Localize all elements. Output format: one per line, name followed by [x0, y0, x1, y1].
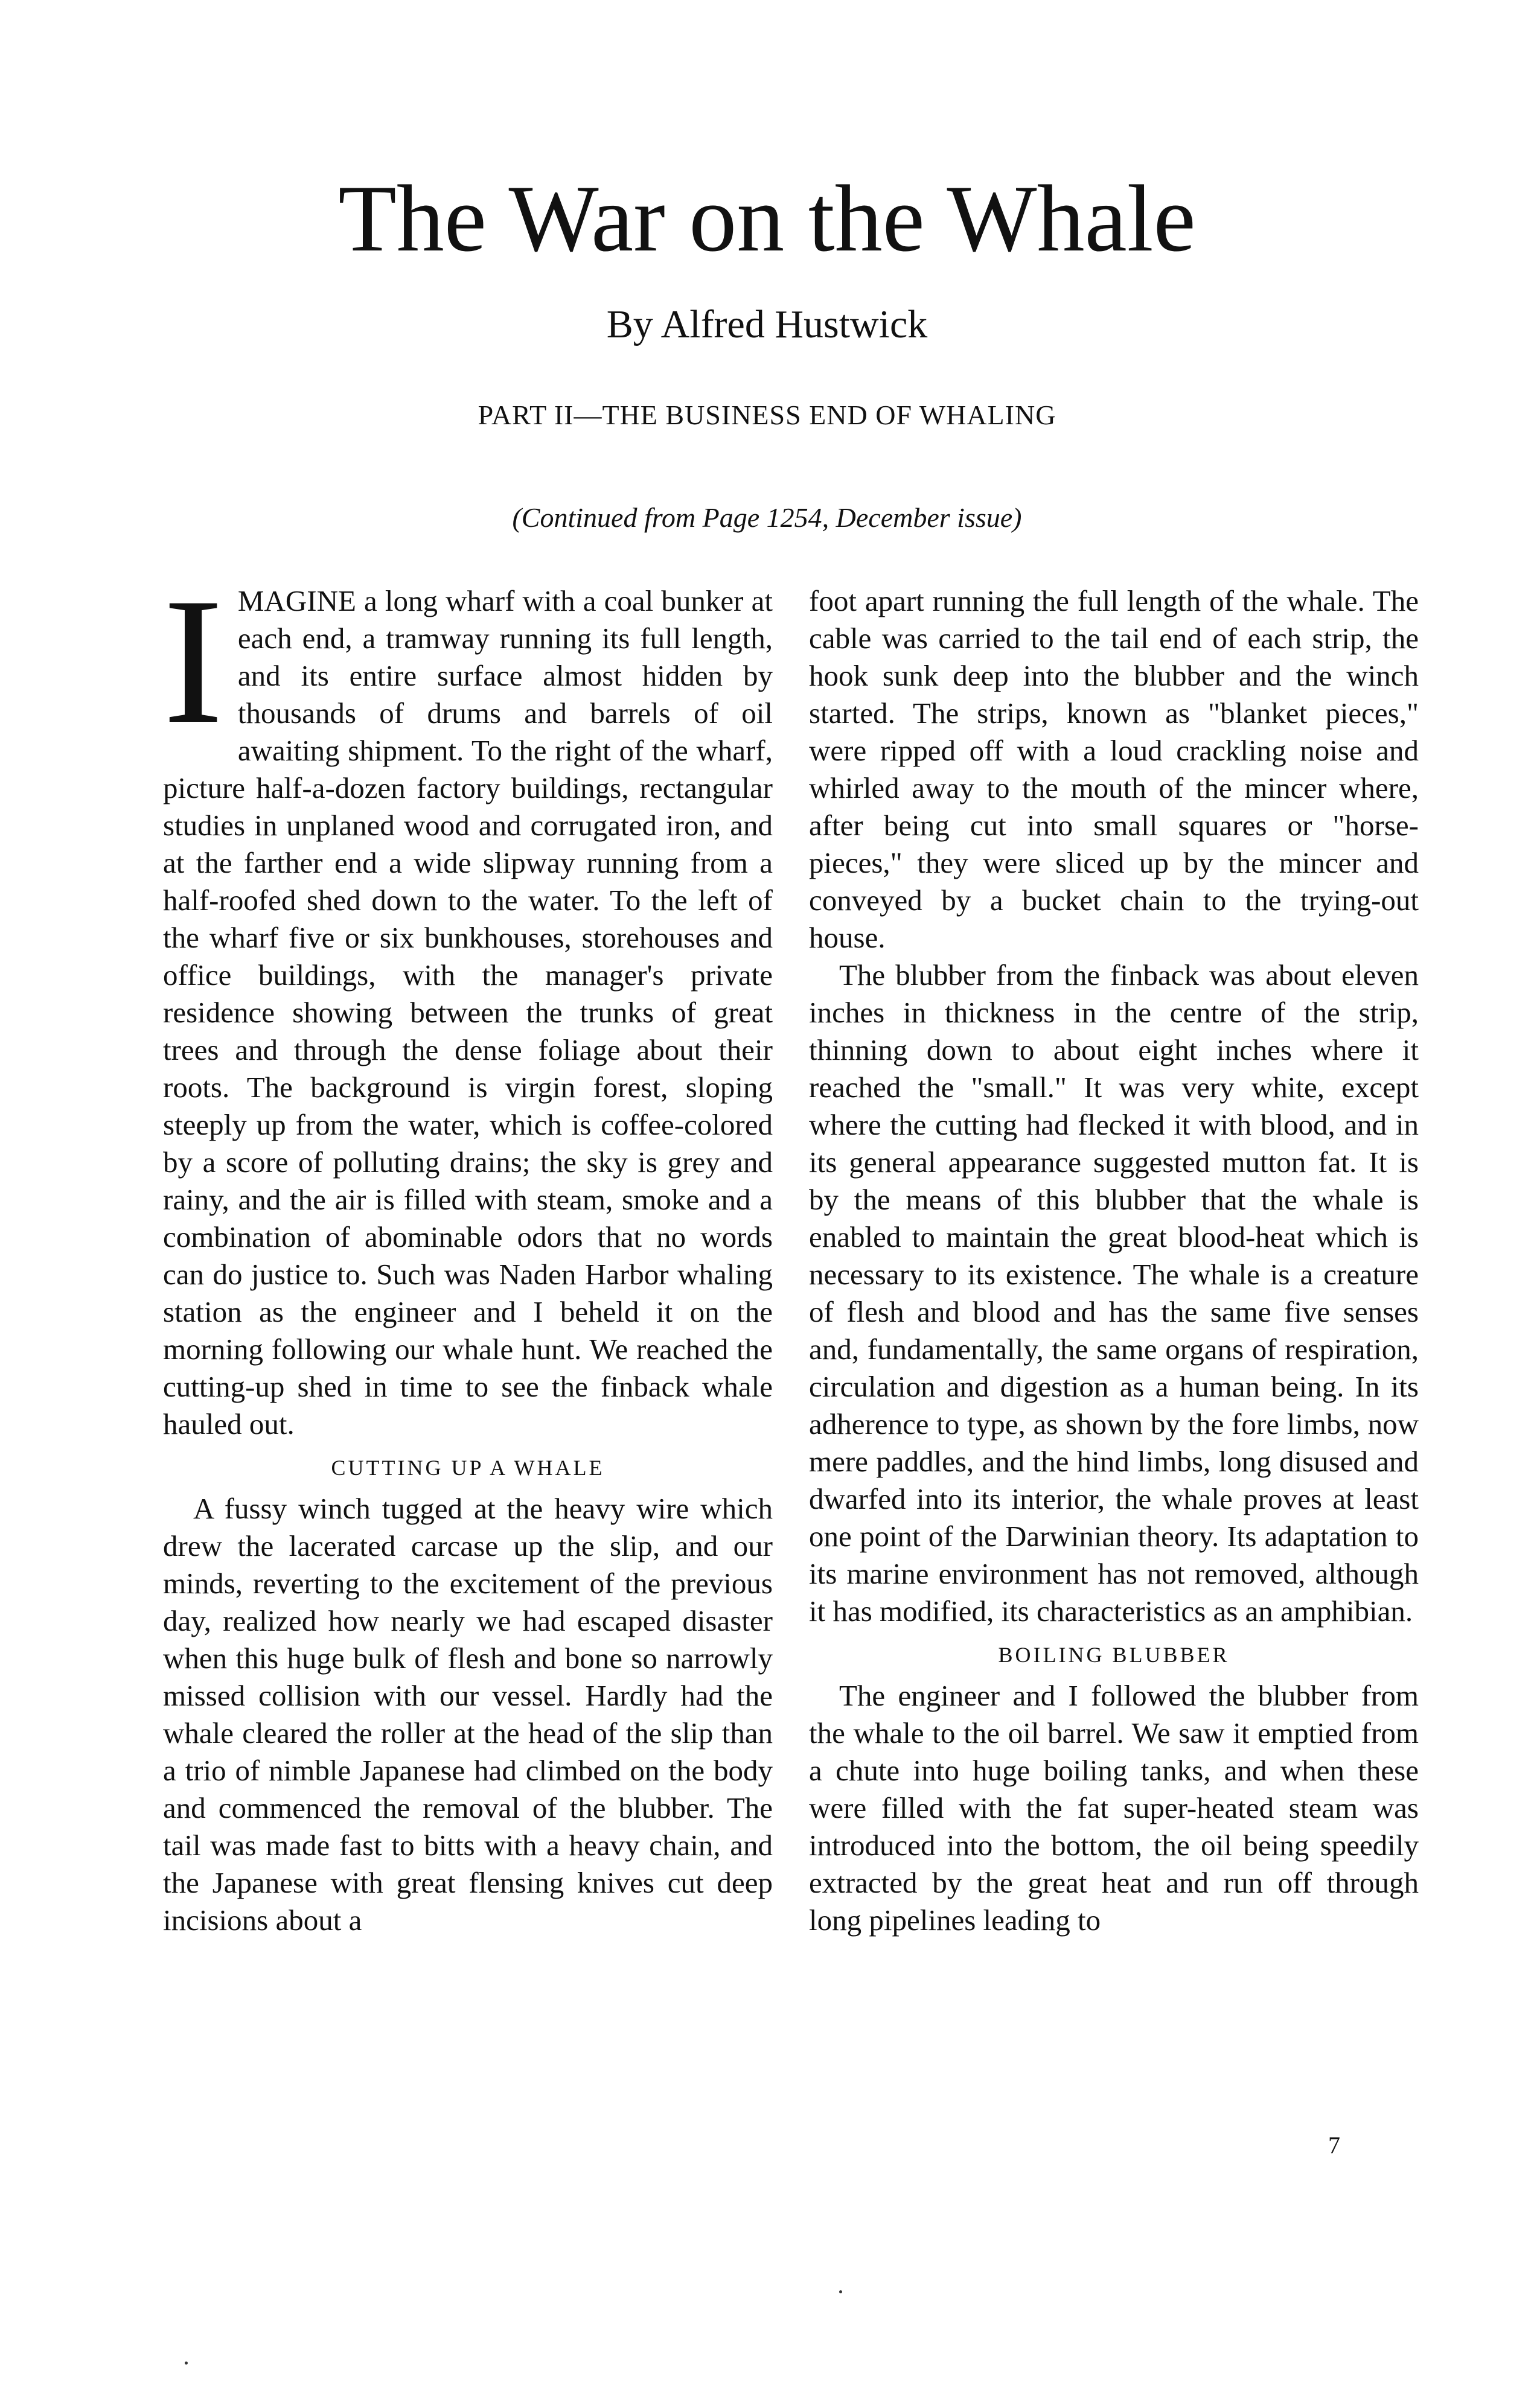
section-subhead: CUTTING UP A WHALE — [331, 1456, 605, 1480]
paragraph-text: MAGINE a long wharf with a coal bunker at each end, a tramway running its full length, and its entire surface almost hidden by thousands of drums and barrels of oil awaiting shipment. To the right of the wharf, picture half-a-dozen factory buildings, rectangular studies in unplaned wood and corrugated iron, and at the farther end a wide slipway running from a half-roofed shed down to the water. To the left of the wharf five or six bunkhouses, storehouses and office buildings, with the manager's private residence showing between the trunks of great trees and through the dense foliage about their roots. The background is virgin forest, sloping steeply up from the water, which is coffee-colored by a score of polluting drains; the sky is grey and rainy, and the air is filled with steam, smoke and a combination of abominable odors that no words can do justice to. Such was Naden Harbor whaling station as the engineer and I beheld it on the morning following our whale hunt. We reached the cutting-up shed in time to see the finback whale hauled out. — [163, 584, 773, 1441]
paragraph: The engineer and I followed the blubber from the whale to the oil barrel. We saw it emptied from a chute into huge boiling tanks, and when these were filled with the fat super-heated steam was introduced into the bottom, the oil being speedily extracted by the great heat and run off through long pipelines leading to — [809, 1679, 1419, 1937]
paragraph: The blubber from the finback was about eleven inches in thickness in the centre of the strip, thinning down to about eight inches where it reached the "small." It was very white, except where the cutting had flecked it with blood, and in its general appearance suggested mutton fat. It is by the means of this blubber that the whale is enabled to maintain the great blood-heat which is necessary to its existence. The whale is a creature of flesh and blood and has the same five senses and, fundamentally, the same organs of respiration, circulation and digestion as a human being. In its adherence to type, as shown by the fore limbs, now mere paddles, and the hind limbs, long disused and dwarfed into its interior, the whale proves at least one point of the Darwinian theory. Its adaptation to its marine environment has not removed, although it has modified, its characteristics as an amphibian. — [809, 958, 1419, 1628]
paragraph: A fussy winch tugged at the heavy wire which drew the lacerated carcase up the slip, and our minds, reverting to the excitement of the previous day, realized how nearly we had escaped disaster when this huge bulk of flesh and bone so narrowly missed collision with our vessel. Hardly had the whale cleared the roller at the head of the slip than a trio of nimble Japanese had climbed on the body and commenced the removal of the blubber. The tail was made fast to bitts with a heavy chain, and the Japanese with great flensing knives cut deep incisions about a — [163, 1492, 773, 1937]
paragraph — [163, 561, 773, 1443]
page-number: 7 — [1328, 2132, 1340, 2159]
section-subhead: BOILING BLUBBER — [998, 1643, 1230, 1667]
left-column — [163, 561, 773, 1939]
right-column — [809, 582, 1419, 1939]
part-heading: PART II—THE BUSINESS END OF WHALING — [478, 400, 1056, 430]
drop-cap: I — [163, 561, 223, 761]
continued-note: (Continued from Page 1254, December issue) — [512, 502, 1022, 533]
byline: By Alfred Hustwick — [606, 302, 928, 346]
print-speck — [839, 2290, 842, 2293]
paragraph: foot apart running the full length of the whale. The cable was carried to the tail end of each strip, the hook sunk deep into the blubber and the winch started. The strips, known as "blanket pieces," were ripped off with a loud crackling noise and whirled away to the mouth of the mincer where, after being cut into small squares or "horse-pieces," they were sliced up by the mincer and conveyed by a bucket chain to the trying-out house. — [809, 584, 1419, 954]
print-speck — [185, 2362, 188, 2365]
article-title: The War on the Whale — [338, 166, 1196, 272]
